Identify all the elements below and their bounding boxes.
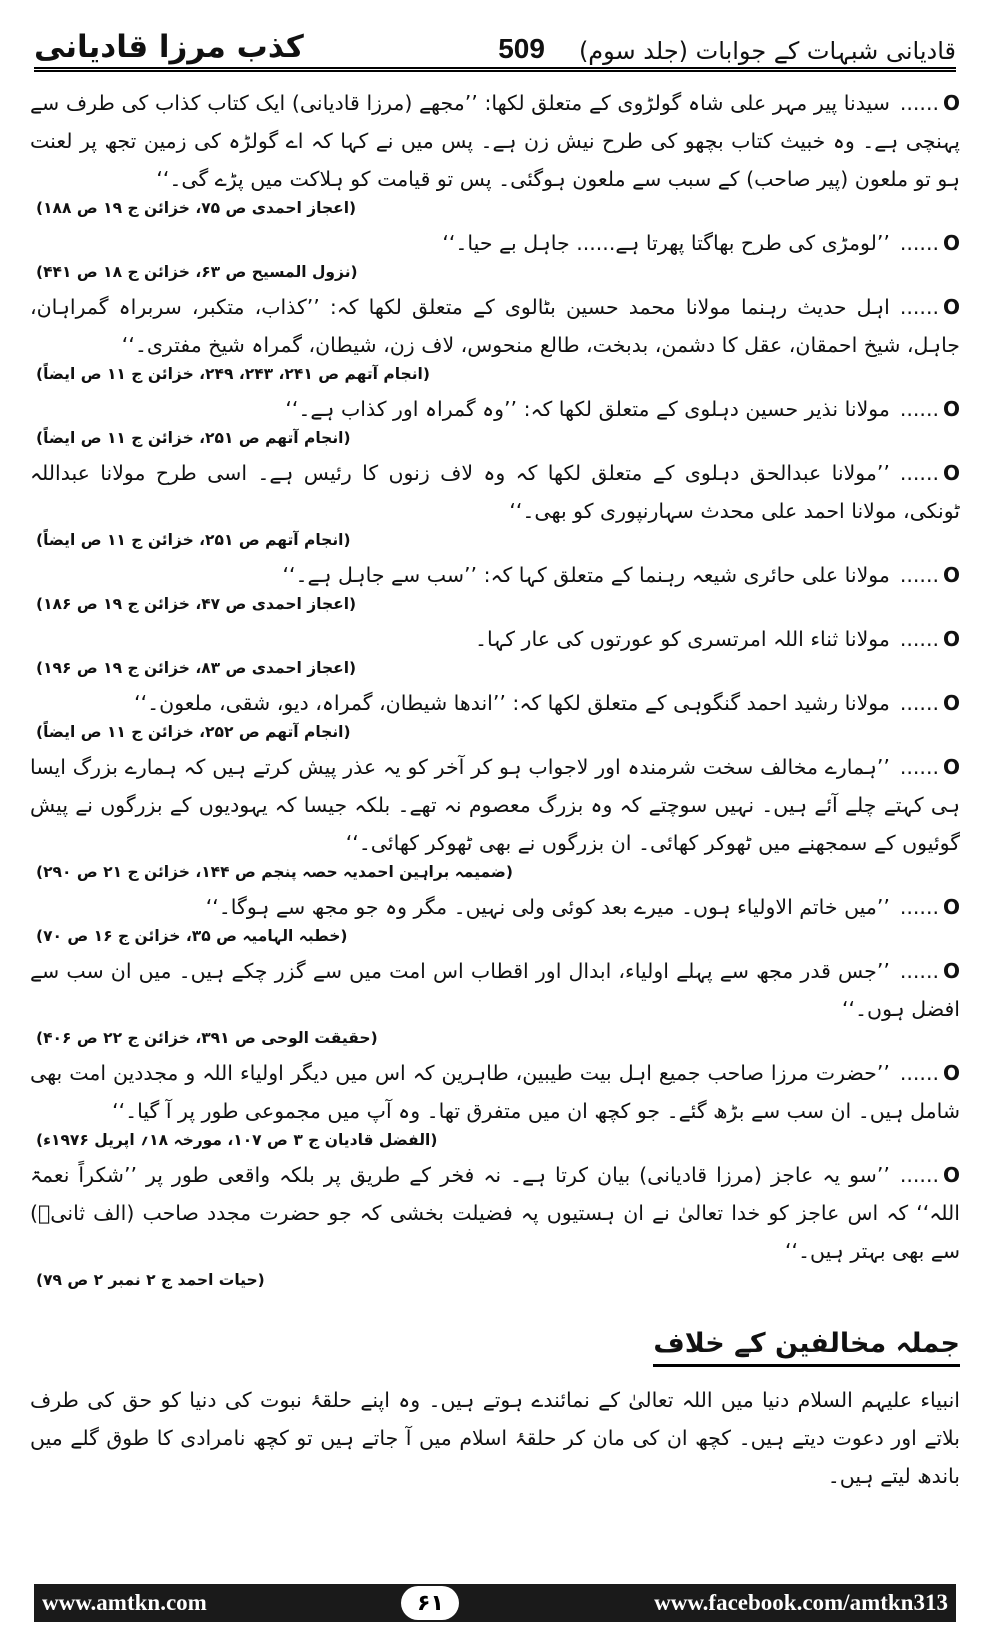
entry-reference: (انجام آتھم ص ۲۵۲، خزائن ج ۱۱ ص ایضاً) xyxy=(36,723,351,741)
list-item xyxy=(30,556,960,618)
bullet-dots: ...... xyxy=(899,1061,939,1085)
bullet-circle-icon: O xyxy=(942,563,960,587)
entry-text: ’’جس قدر مجھ سے پہلے اولیاء، ابدال اور اقطاب اس امت میں سے گزر چکے ہیں۔ میں ان سب سے افضل ہوں۔‘‘ xyxy=(30,959,960,1021)
list-item xyxy=(30,684,960,746)
bullet-circle-icon: O xyxy=(942,91,960,115)
section-heading: جملہ مخالفین کے خلاف xyxy=(653,1324,960,1367)
list-item xyxy=(30,1054,960,1154)
entry-reference: (انجام آتھم ص ۲۴۱، ۲۴۳، ۲۴۹، خزائن ج ۱۱ ص ایضاً) xyxy=(36,365,430,383)
bullet-circle-icon: O xyxy=(942,691,960,715)
entry-reference: (اعجاز احمدی ص ۷۵، خزائن ج ۱۹ ص ۱۸۸) xyxy=(36,199,357,217)
list-item xyxy=(30,952,960,1052)
main-content xyxy=(30,84,960,1562)
list-item xyxy=(30,454,960,554)
bullet-dots: ...... xyxy=(899,691,939,715)
entry-text: ’’حضرت مرزا صاحب جمیع اہل بیت طیبین، طاہرین کہ اس میں دیگر اولیاء اللہ و مجددین امت بھی شامل ہیں۔ ان سب سے بڑھ گئے۔ جو کچھ ان میں متفرق تھا۔ وہ آپ میں مجموعی طور پر آ گیا۔‘‘ xyxy=(30,1061,960,1123)
bullet-circle-icon: O xyxy=(942,397,960,421)
list-item xyxy=(30,390,960,452)
entry-reference: (الفضل قادیان ج ۳ ص ۱۰۷، مورخہ ۱۸؍ اپریل ۱۹۷۶ء) xyxy=(36,1131,438,1149)
bullet-circle-icon: O xyxy=(942,627,960,651)
entry-reference: (اعجاز احمدی ص ۴۷، خزائن ج ۱۹ ص ۱۸۶) xyxy=(36,595,357,613)
header-page-number: 509 xyxy=(498,33,545,64)
entry-text: ’’لومڑی کی طرح بھاگتا پھرتا ہے...... جاہل بے حیا۔‘‘ xyxy=(442,231,890,255)
entry-text: ’’سو یہ عاجز (مرزا قادیانی) بیان کرتا ہے۔ نہ فخر کے طریق پر بلکہ واقعی طور پر ’’شکراً نعمۃ اللہ‘‘ کہ اس عاجز کو خدا تعالیٰ نے ان ہستیوں پہ فضیلت بخشی کہ جو حضرت مجدد صاحب (الف ثانیؒ) سے بھی بہتر ہیں۔‘‘ xyxy=(30,1163,960,1263)
entry-reference: (انجام آتھم ص ۲۵۱، خزائن ج ۱۱ ص ایضاً) xyxy=(36,531,351,549)
footer-page-number: ۶۱ xyxy=(401,1586,459,1620)
header-book-title: قادیانی شبہات کے جوابات (جلد سوم) xyxy=(578,37,956,65)
list-item xyxy=(30,888,960,950)
bullet-dots: ...... xyxy=(899,959,939,983)
website-link[interactable]: www.amtkn.com xyxy=(42,1590,207,1615)
bullet-circle-icon: O xyxy=(942,461,960,485)
bullet-dots: ...... xyxy=(899,461,939,485)
list-item xyxy=(30,1156,960,1294)
bullet-dots: ...... xyxy=(899,627,939,651)
entry-reference: (حقیقت الوحی ص ۳۹۱، خزائن ج ۲۲ ص ۴۰۶) xyxy=(36,1029,378,1047)
list-item xyxy=(30,620,960,682)
entry-text: سیدنا پیر مہر علی شاہ گولڑوی کے متعلق لکھا: ’’مجھے (مرزا قادیانی) ایک کتاب کذاب کی طرف سے پہنچی ہے۔ وہ خبیث کتاب بچھو کی طرح نیش زن ہے۔ پس میں نے کہا کہ اے گولڑہ کی زمین تجھ پر لعنت ہو تو ملعون (پیر صاحب) کے سبب سے ملعون ہوگئی۔ پس تو قیامت کو ہلاکت میں پڑے گی۔‘‘ xyxy=(30,91,960,191)
entry-reference: (اعجاز احمدی ص ۸۳، خزائن ج ۱۹ ص ۱۹۶) xyxy=(36,659,357,677)
bullet-dots: ...... xyxy=(899,91,939,115)
bullet-dots: ...... xyxy=(899,895,939,919)
entry-text: ’’میں خاتم الاولیاء ہوں۔ میرے بعد کوئی ولی نہیں۔ مگر وہ جو مجھ سے ہوگا۔‘‘ xyxy=(205,895,890,919)
entry-text: مولانا ثناء اللہ امرتسری کو عورتوں کی عار کہا۔ xyxy=(475,627,890,651)
list-item xyxy=(30,84,960,222)
entry-reference: (حیات احمد ج ۲ نمبر ۲ ص ۷۹) xyxy=(36,1271,265,1289)
bullet-circle-icon: O xyxy=(942,295,960,319)
entry-text: مولانا علی حائری شیعہ رہنما کے متعلق کہا کہ: ’’سب سے جاہل ہے۔‘‘ xyxy=(282,563,890,587)
bullet-dots: ...... xyxy=(899,397,939,421)
list-item xyxy=(30,288,960,388)
section-block xyxy=(30,1296,960,1495)
entry-text: اہل حدیث رہنما مولانا محمد حسین بٹالوی کے متعلق لکھا کہ: ’’کذاب، متکبر، سربراہ گمراہان، جاہل، شیخ احمقان، عقل کا دشمن، بدبخت، طالع منحوس، لاف زن، شیطان، گمراہ شیخ مفتری۔‘‘ xyxy=(30,295,960,357)
bullet-dots: ...... xyxy=(899,295,939,319)
entry-reference: (انجام آتھم ص ۲۵۱، خزائن ج ۱۱ ص ایضاً) xyxy=(36,429,351,447)
section-paragraph: انبیاء علیہم السلام دنیا میں اللہ تعالیٰ کے نمائندے ہوتے ہیں۔ وہ اپنے حلقۂ نبوت کی دنیا کو حق کی طرف بلاتے اور دعوت دیتے ہیں۔ کچھ ان کی مان کر حلقۂ اسلام میں آ جاتے ہیں تو کچھ نامرادی کا طوق گلے میں باندھ لیتے ہیں۔ xyxy=(30,1388,960,1488)
bullet-circle-icon: O xyxy=(942,895,960,919)
entry-reference: (ضمیمہ براہین احمدیہ حصہ پنجم ص ۱۴۴، خزائن ج ۲۱ ص ۲۹۰) xyxy=(36,863,513,881)
entries-list xyxy=(30,84,960,1294)
list-item xyxy=(30,748,960,886)
bullet-circle-icon: O xyxy=(942,1061,960,1085)
bullet-dots: ...... xyxy=(899,563,939,587)
bullet-circle-icon: O xyxy=(942,231,960,255)
header-right-group xyxy=(498,33,956,65)
entry-reference: (نزول المسیح ص ۶۳، خزائن ج ۱۸ ص ۴۴۱) xyxy=(36,263,358,281)
list-item xyxy=(30,224,960,286)
facebook-link[interactable]: www.facebook.com/amtkn313 xyxy=(654,1590,948,1615)
header-title: کذب مرزا قادیانی xyxy=(34,29,304,65)
page-footer xyxy=(34,1584,956,1622)
entry-text: مولانا نذیر حسین دہلوی کے متعلق لکھا کہ: ’’وہ گمراہ اور کذاب ہے۔‘‘ xyxy=(285,397,890,421)
entry-text: ’’ہمارے مخالف سخت شرمندہ اور لاجواب ہو کر آخر کو یہ عذر پیش کرتے ہیں کہ ہمارے بزرگ ایسا ہی کہتے چلے آئے ہیں۔ نہیں سوچتے کہ وہ بزرگ معصوم نہ تھے۔ بلکہ جیسا کہ یہودیوں کے بزرگوں نے پیش گوئیوں کے سمجھنے میں ٹھوکر کھائی۔ ان بزرگوں نے بھی ٹھوکر کھائی۔‘‘ xyxy=(30,755,960,855)
bullet-circle-icon: O xyxy=(942,755,960,779)
bullet-circle-icon: O xyxy=(942,959,960,983)
bullet-dots: ...... xyxy=(899,1163,939,1187)
bullet-dots: ...... xyxy=(899,231,939,255)
page-header xyxy=(34,18,956,72)
entry-text: مولانا رشید احمد گنگوہی کے متعلق لکھا کہ: ’’اندھا شیطان، گمراہ، دیو، شقی، ملعون۔‘‘ xyxy=(134,691,890,715)
bullet-circle-icon: O xyxy=(942,1163,960,1187)
bullet-dots: ...... xyxy=(899,755,939,779)
entry-text: ’’مولانا عبدالحق دہلوی کے متعلق لکھا کہ وہ لاف زنوں کا رئیس ہے۔ اسی طرح مولانا عبداللہ ٹونکی، مولانا احمد علی محدث سہارنپوری کو بھی۔‘‘ xyxy=(30,461,960,523)
entry-reference: (خطبہ الہامیہ ص ۳۵، خزائن ج ۱۶ ص ۷۰) xyxy=(36,927,348,945)
